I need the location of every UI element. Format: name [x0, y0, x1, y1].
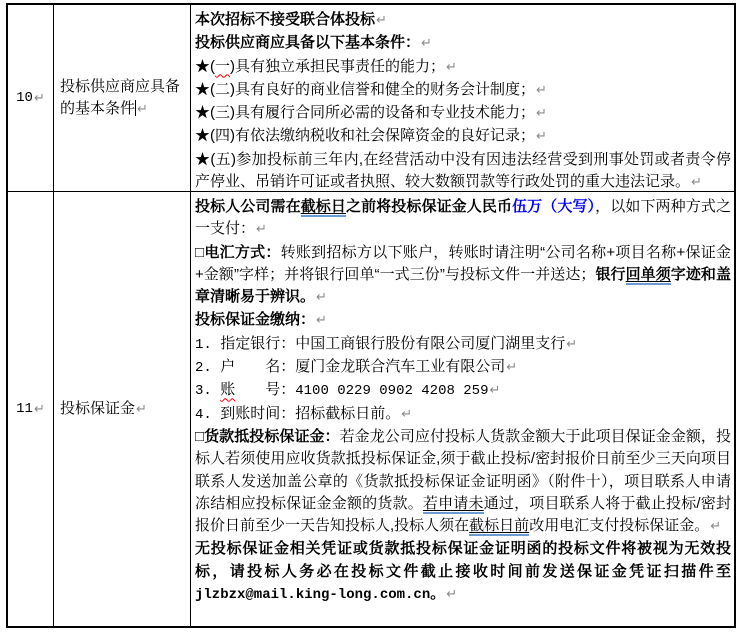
paragraph	[195, 379, 731, 402]
paragraph-mark-icon: ↵	[137, 101, 148, 117]
table-row	[8, 192, 734, 626]
text-segment: □	[195, 427, 205, 445]
row-number: 10	[16, 90, 33, 106]
text-segment: 回单须	[625, 265, 671, 283]
text-segment: 2.	[195, 360, 221, 377]
text-segment: ★(	[195, 57, 215, 75]
text-segment: ★(三)具有履行合同所必需的设备和专业技术能力；	[195, 104, 535, 122]
paragraph-mark-icon: ↵	[376, 13, 387, 28]
text-segment: 改用电汇支付投标保证金。	[529, 517, 710, 535]
text-segment: 无投标保证金相关凭证或货款抵投标保证金证明函的投标文件将被视为无效投标，请投标人务必在投标文件截止接收时间前发送保证金凭证扫描件至	[195, 540, 731, 580]
text-segment: 截标日	[300, 198, 346, 215]
paragraph	[195, 102, 731, 125]
paragraph-mark-icon: ↵	[536, 106, 547, 122]
text-segment: 到账时间：招标截标日前。	[220, 404, 401, 422]
paragraph-mark-icon: ↵	[421, 36, 432, 52]
row-content-cell	[191, 5, 734, 191]
text-segment: 一	[215, 57, 231, 75]
row-label-cell	[54, 192, 191, 626]
paragraph-mark-icon: ↵	[256, 222, 267, 238]
paragraph-mark-icon: ↵	[136, 401, 147, 417]
row-label-text: 投标供应商应具备的基本条件	[60, 77, 181, 117]
paragraph-mark-icon: ↵	[33, 401, 45, 417]
paragraph-mark-icon: ↵	[401, 406, 413, 422]
paragraph-mark-icon: ↵	[710, 519, 722, 535]
paragraph-mark-icon: ↵	[566, 336, 578, 352]
text-segment: 投标人公司需在	[195, 198, 301, 215]
text-insertion-cursor	[135, 100, 136, 116]
text-segment: 3.	[195, 383, 221, 400]
paragraph-mark-icon: ↵	[446, 59, 457, 75]
paragraph	[195, 79, 731, 102]
text-segment: 截标日前	[469, 517, 530, 535]
text-segment: jlzbzx@mail.king-long.com.cn	[195, 587, 431, 604]
paragraph-mark-icon: ↵	[489, 383, 501, 399]
text-segment: )具有独立承担民事责任的能力；	[230, 57, 446, 75]
text-segment: 。	[430, 585, 446, 603]
text-segment: 4100 0229 0902 4208 259	[295, 383, 489, 400]
text-segment: 4.	[195, 406, 221, 423]
text-segment: 号：	[235, 381, 296, 399]
text-segment: 字迹和盖章清晰易于辨识。	[195, 265, 731, 306]
paragraph	[195, 403, 731, 426]
paragraph	[195, 309, 731, 332]
paragraph	[195, 242, 731, 310]
row-number-cell	[8, 192, 54, 626]
text-segment: 户 名：厦门金龙联合汽车工业有限公司	[220, 358, 506, 376]
row-label-text: 投标保证金	[60, 399, 136, 417]
text-segment: 投标保证金缴纳：	[195, 311, 316, 329]
text-segment: 若金龙公司应付投标人货款金额大于此项目保证金金额，投标人若须使用应收货款抵投标保证金,须于截止投标/密封报价日前至少三天向项目联系人发送加盖公章的《货款抵投标保证金证明函》（附件十），项目联系人申请冻结相应投标保证金金额的货款。	[195, 427, 731, 512]
paragraph-mark-icon: ↵	[316, 313, 327, 329]
row-content-cell	[191, 192, 734, 626]
text-segment: 账	[220, 381, 236, 399]
tender-requirements-table	[6, 3, 736, 628]
row-number-cell	[8, 5, 54, 191]
paragraph	[195, 149, 731, 191]
text-segment: 通过，项目联系人将于截止投标/密封报价日前至少一天告知投标人,投标人须在	[195, 494, 731, 535]
paragraph-mark-icon: ↵	[691, 175, 702, 191]
text-segment: □	[195, 243, 205, 261]
text-segment: 伍万（大写）	[512, 198, 596, 215]
paragraph	[195, 333, 731, 356]
paragraph	[195, 125, 731, 148]
paragraph-mark-icon: ↵	[536, 82, 547, 98]
text-segment: ★(五)参加投标前三年内,在经营活动中没有因违法经营受到刑事处罚或者责令停产停业、吊销许可证或者执照、较大数额罚款等行政处罚的重大违法记录。	[195, 150, 731, 191]
paragraph-mark-icon: ↵	[446, 587, 458, 603]
row-number: 11	[16, 401, 33, 417]
text-segment: 指定银行：中国工商银行股份有限公司厦门湖里支行	[220, 334, 566, 352]
table-row	[8, 5, 734, 192]
paragraph	[195, 56, 731, 79]
text-segment: 转账到招标方以下账户，转账时请注明“公司名称+项目名称+保证金+金额”字样；并将银行回单“一式三份”与投标文件一并送达；	[195, 243, 731, 283]
paragraph	[195, 9, 731, 32]
text-segment: 银行	[595, 265, 626, 283]
row-label	[60, 398, 147, 421]
text-segment: ，以如下两种方式之一支付：	[195, 198, 731, 238]
text-segment: ★(四)有依法缴纳税收和社会保障资金的良好记录；	[195, 127, 535, 145]
paragraph	[195, 356, 731, 379]
text-segment: ★(二)具有良好的商业信誉和健全的财务会计制度；	[195, 80, 535, 98]
text-segment: 电汇方式：	[204, 243, 281, 261]
text-segment: 1.	[195, 336, 221, 353]
paragraph	[195, 426, 731, 538]
text-segment: 货款抵投标保证金：	[204, 427, 340, 445]
paragraph	[195, 196, 731, 242]
paragraph	[195, 538, 731, 606]
text-segment: 若申请未	[422, 494, 484, 512]
paragraph-mark-icon: ↵	[506, 360, 518, 376]
row-label	[60, 76, 187, 121]
paragraph	[195, 32, 731, 55]
row-label-cell	[54, 5, 191, 191]
paragraph-mark-icon: ↵	[316, 290, 327, 306]
text-segment: 投标供应商应具备以下基本条件：	[195, 34, 421, 52]
text-segment: 之前将投标保证金人民币	[345, 198, 513, 215]
paragraph-mark-icon: ↵	[536, 129, 547, 145]
text-segment: 本次招标不接受联合体投标	[195, 11, 376, 28]
paragraph-mark-icon: ↵	[33, 90, 45, 106]
